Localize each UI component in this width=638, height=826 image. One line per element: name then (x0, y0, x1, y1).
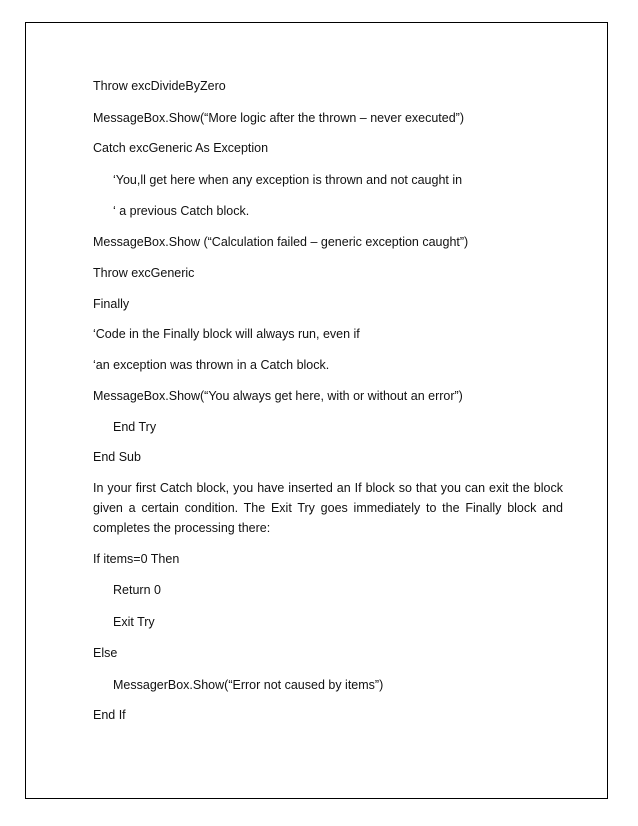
code-line: End Sub (93, 450, 141, 464)
code-line: Return 0 (113, 583, 161, 597)
code-line: MessageBox.Show (“Calculation failed – generic exception caught”) (93, 235, 469, 249)
code-line: MessageBox.Show(“More logic after the thrown – never executed”) (93, 111, 465, 125)
code-line: Finally (93, 297, 130, 311)
code-line: MessagerBox.Show(“Error not caused by items”) (113, 678, 384, 692)
code-comment: ‘ a previous Catch block. (113, 204, 250, 218)
code-line: Throw excGeneric (93, 266, 195, 280)
body-paragraph: In your first Catch block, you have inserted an If block so that you can exit the block given a certain condition. The Exit Try goes immediately to the Finally block and completes the processing there: (93, 481, 563, 535)
code-line: Else (93, 646, 118, 660)
code-comment: ‘You,ll get here when any exception is thrown and not caught in (113, 173, 463, 187)
code-line: MessageBox.Show(“You always get here, with or without an error”) (93, 389, 463, 403)
code-line: End If (93, 708, 126, 722)
code-line: Exit Try (113, 615, 155, 629)
code-line: End Try (113, 420, 157, 434)
code-comment: ‘Code in the Finally block will always run, even if (93, 327, 360, 341)
code-comment: ‘an exception was thrown in a Catch block. (93, 358, 330, 372)
code-line: Throw excDivideByZero (93, 79, 226, 93)
code-line: Catch excGeneric As Exception (93, 141, 269, 155)
code-line: If items=0 Then (93, 552, 180, 566)
